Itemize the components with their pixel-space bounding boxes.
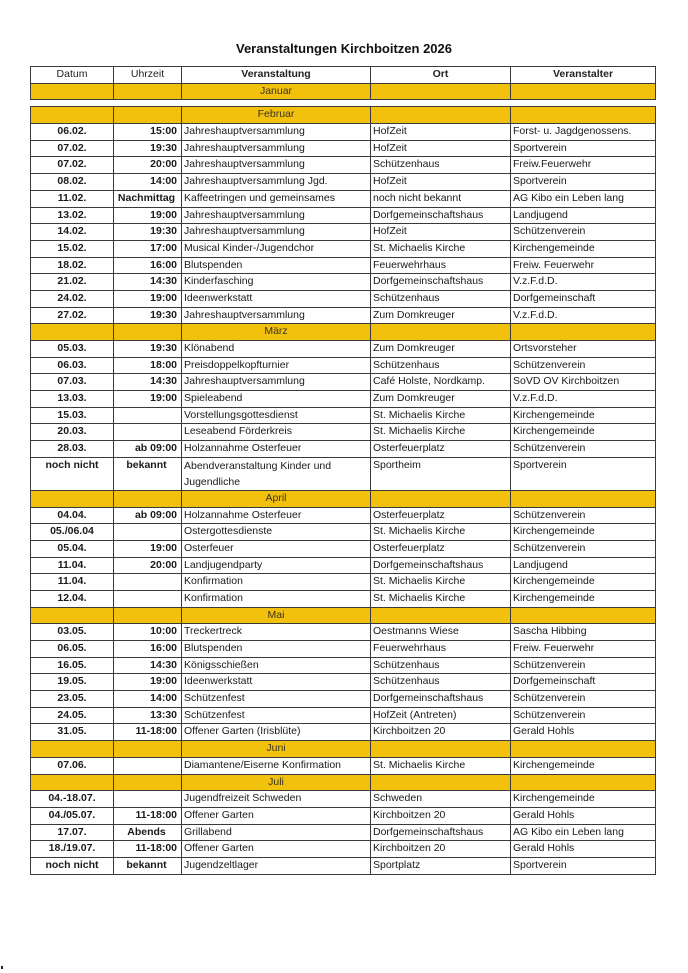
event-row	[31, 590, 656, 607]
month-band-cell	[371, 83, 511, 100]
event-date: 07.02.	[31, 157, 114, 174]
event-time: 14:30	[114, 657, 182, 674]
event-time: 14:00	[114, 691, 182, 708]
month-band-cell	[511, 107, 656, 124]
event-date: 04./05.07.	[31, 807, 114, 824]
event-row	[31, 824, 656, 841]
event-place: Dorfgemeinschaftshaus	[371, 557, 511, 574]
event-organizer: Gerald Hohls	[511, 807, 656, 824]
event-organizer: Dorfgemeinschaft	[511, 674, 656, 691]
event-name: Abendveranstaltung Kinder und Jugendliche	[182, 457, 371, 490]
event-place: Schützenhaus	[371, 357, 511, 374]
event-organizer: Schützenverein	[511, 657, 656, 674]
event-place: Osterfeuerplatz	[371, 507, 511, 524]
event-place: Café Holste, Nordkamp.	[371, 374, 511, 391]
month-band-cell	[371, 490, 511, 507]
event-organizer: Kirchengemeinde	[511, 590, 656, 607]
event-row	[31, 290, 656, 307]
event-time	[114, 757, 182, 774]
event-name: Ideenwerkstatt	[182, 674, 371, 691]
event-place: Zum Domkreuger	[371, 307, 511, 324]
event-time: 17:00	[114, 240, 182, 257]
event-time	[114, 574, 182, 591]
event-name: Grillabend	[182, 824, 371, 841]
month-band-cell	[371, 774, 511, 791]
event-row	[31, 257, 656, 274]
event-organizer: Kirchengemeinde	[511, 240, 656, 257]
event-place: Kirchboitzen 20	[371, 841, 511, 858]
event-date: 05./06.04	[31, 524, 114, 541]
event-name: Preisdoppelkopfturnier	[182, 357, 371, 374]
event-place: Zum Domkreuger	[371, 391, 511, 408]
month-band-cell	[511, 607, 656, 624]
event-organizer: Schützenverein	[511, 441, 656, 458]
event-row	[31, 140, 656, 157]
month-band-cell	[371, 324, 511, 341]
event-date: 13.03.	[31, 391, 114, 408]
event-row	[31, 624, 656, 641]
event-name: Jugendzeltlager	[182, 857, 371, 874]
event-time: Nachmittag	[114, 190, 182, 207]
event-name: Jahreshauptversammlung	[182, 374, 371, 391]
event-row	[31, 374, 656, 391]
event-time: 19:30	[114, 140, 182, 157]
event-name: Konfirmation	[182, 574, 371, 591]
event-time	[114, 590, 182, 607]
event-time: bekannt	[114, 857, 182, 874]
event-organizer: Schützenverein	[511, 707, 656, 724]
event-name: Ostergottesdienste	[182, 524, 371, 541]
event-place: Dorfgemeinschaftshaus	[371, 824, 511, 841]
event-organizer: V.z.F.d.D.	[511, 307, 656, 324]
event-place: Feuerwehrhaus	[371, 641, 511, 658]
event-organizer: Schützenverein	[511, 224, 656, 241]
event-organizer: SoVD OV Kirchboitzen	[511, 374, 656, 391]
event-row	[31, 307, 656, 324]
event-date: 28.03.	[31, 441, 114, 458]
event-time: ab 09:00	[114, 441, 182, 458]
event-time	[114, 407, 182, 424]
event-time: 16:00	[114, 257, 182, 274]
event-name: Diamantene/Eiserne Konfirmation	[182, 757, 371, 774]
event-organizer: Sportverein	[511, 174, 656, 191]
event-date: 06.03.	[31, 357, 114, 374]
event-place: Sportplatz	[371, 857, 511, 874]
event-row	[31, 641, 656, 658]
event-organizer: Schützenverein	[511, 357, 656, 374]
event-time: 14:30	[114, 274, 182, 291]
event-time: 11-18:00	[114, 841, 182, 858]
event-organizer: Forst- u. Jagdgenossens.	[511, 124, 656, 141]
event-name: Offener Garten	[182, 841, 371, 858]
event-date: 31.05.	[31, 724, 114, 741]
event-row	[31, 457, 656, 490]
event-place: Schweden	[371, 791, 511, 808]
month-band-cell	[114, 774, 182, 791]
month-band-cell	[114, 83, 182, 100]
month-band-cell	[31, 107, 114, 124]
event-date: 11.04.	[31, 574, 114, 591]
header-uhrzeit: Uhrzeit	[114, 67, 182, 84]
event-date: 11.04.	[31, 557, 114, 574]
event-time: 11-18:00	[114, 724, 182, 741]
event-date: 07.06.	[31, 757, 114, 774]
event-organizer: Kirchengemeinde	[511, 757, 656, 774]
month-row-januar	[31, 83, 656, 100]
event-place: Zum Domkreuger	[371, 341, 511, 358]
event-time: 19:00	[114, 540, 182, 557]
event-name: Leseabend Förderkreis	[182, 424, 371, 441]
event-organizer: AG Kibo ein Leben lang	[511, 824, 656, 841]
event-time: 19:00	[114, 207, 182, 224]
event-date: 23.05.	[31, 691, 114, 708]
event-date: 15.02.	[31, 240, 114, 257]
spacer-row	[31, 100, 656, 107]
event-place: HofZeit	[371, 140, 511, 157]
event-place: noch nicht bekannt	[371, 190, 511, 207]
event-organizer: Sascha Hibbing	[511, 624, 656, 641]
event-organizer: Kirchengemeinde	[511, 524, 656, 541]
event-row	[31, 341, 656, 358]
event-name: Königsschießen	[182, 657, 371, 674]
event-time: 19:30	[114, 224, 182, 241]
event-name: Treckertreck	[182, 624, 371, 641]
event-name: Spieleabend	[182, 391, 371, 408]
header-ort: Ort	[371, 67, 511, 84]
event-time: 20:00	[114, 557, 182, 574]
header-row	[31, 67, 656, 84]
event-time: 11-18:00	[114, 807, 182, 824]
event-row	[31, 240, 656, 257]
event-organizer: Schützenverein	[511, 691, 656, 708]
event-date: 06.02.	[31, 124, 114, 141]
event-organizer: Dorfgemeinschaft	[511, 290, 656, 307]
event-organizer: Freiw. Feuerwehr	[511, 257, 656, 274]
event-place: Osterfeuerplatz	[371, 540, 511, 557]
event-time: 19:00	[114, 674, 182, 691]
event-name: Jahreshauptversammlung Jgd.	[182, 174, 371, 191]
month-name: März	[182, 324, 371, 341]
month-band-cell	[511, 741, 656, 758]
event-row	[31, 791, 656, 808]
event-name: Offener Garten	[182, 807, 371, 824]
event-name: Klönabend	[182, 341, 371, 358]
event-organizer: Schützenverein	[511, 507, 656, 524]
event-time: 20:00	[114, 157, 182, 174]
event-date: 21.02.	[31, 274, 114, 291]
event-organizer: Freiw.Feuerwehr	[511, 157, 656, 174]
event-date: 17.07.	[31, 824, 114, 841]
event-time: ab 09:00	[114, 507, 182, 524]
event-date: 24.05.	[31, 707, 114, 724]
month-band-cell	[114, 107, 182, 124]
event-name: Holzannahme Osterfeuer	[182, 507, 371, 524]
event-organizer: Landjugend	[511, 557, 656, 574]
event-organizer: AG Kibo ein Leben lang	[511, 190, 656, 207]
event-place: Sportheim	[371, 457, 511, 490]
event-date: 03.05.	[31, 624, 114, 641]
event-place: St. Michaelis Kirche	[371, 524, 511, 541]
event-date: 08.02.	[31, 174, 114, 191]
event-name: Jugendfreizeit Schweden	[182, 791, 371, 808]
event-name: Jahreshauptversammlung	[182, 207, 371, 224]
event-name: Schützenfest	[182, 691, 371, 708]
event-name: Landjugendparty	[182, 557, 371, 574]
event-name: Musical Kinder-/Jugendchor	[182, 240, 371, 257]
month-row-juni	[31, 741, 656, 758]
month-band-cell	[511, 490, 656, 507]
event-date: 15.03.	[31, 407, 114, 424]
event-time: 19:30	[114, 307, 182, 324]
event-date: 27.02.	[31, 307, 114, 324]
event-organizer: V.z.F.d.D.	[511, 274, 656, 291]
scan-mark	[1, 966, 3, 969]
month-row-juli	[31, 774, 656, 791]
month-row-maerz	[31, 324, 656, 341]
event-row	[31, 691, 656, 708]
event-time: 19:00	[114, 290, 182, 307]
event-name: Offener Garten (Irisblüte)	[182, 724, 371, 741]
event-date: noch nicht	[31, 857, 114, 874]
event-time: 13:30	[114, 707, 182, 724]
event-name: Jahreshauptversammlung	[182, 157, 371, 174]
month-band-cell	[371, 607, 511, 624]
event-date: 05.03.	[31, 341, 114, 358]
event-time	[114, 524, 182, 541]
event-time	[114, 424, 182, 441]
month-name: Februar	[182, 107, 371, 124]
event-organizer: Kirchengemeinde	[511, 791, 656, 808]
event-place: Schützenhaus	[371, 657, 511, 674]
event-name: Blutspenden	[182, 641, 371, 658]
event-organizer: Sportverein	[511, 857, 656, 874]
month-band-cell	[31, 324, 114, 341]
event-place: St. Michaelis Kirche	[371, 590, 511, 607]
event-time: 19:30	[114, 341, 182, 358]
document-title: Veranstaltungen Kirchboitzen 2026	[235, 41, 452, 56]
month-band-cell	[114, 741, 182, 758]
event-place: Dorfgemeinschaftshaus	[371, 207, 511, 224]
event-name: Jahreshauptversammlung	[182, 124, 371, 141]
event-row	[31, 557, 656, 574]
event-organizer: Kirchengemeinde	[511, 574, 656, 591]
event-place: Schützenhaus	[371, 674, 511, 691]
event-organizer: Kirchengemeinde	[511, 407, 656, 424]
event-row	[31, 190, 656, 207]
event-time: 18:00	[114, 357, 182, 374]
event-row	[31, 391, 656, 408]
month-name: Januar	[182, 83, 371, 100]
event-name: Schützenfest	[182, 707, 371, 724]
event-date: 07.02.	[31, 140, 114, 157]
event-row	[31, 724, 656, 741]
month-band-cell	[371, 107, 511, 124]
event-name: Jahreshauptversammlung	[182, 140, 371, 157]
event-date: 16.05.	[31, 657, 114, 674]
event-place: Schützenhaus	[371, 157, 511, 174]
event-place: St. Michaelis Kirche	[371, 574, 511, 591]
month-band-cell	[31, 741, 114, 758]
month-band-cell	[114, 324, 182, 341]
event-row	[31, 174, 656, 191]
event-organizer: Kirchengemeinde	[511, 424, 656, 441]
event-date: 12.04.	[31, 590, 114, 607]
event-organizer: Sportverein	[511, 457, 656, 490]
event-row	[31, 424, 656, 441]
event-organizer: Gerald Hohls	[511, 841, 656, 858]
event-organizer: Sportverein	[511, 140, 656, 157]
month-band-cell	[31, 774, 114, 791]
event-place: HofZeit	[371, 124, 511, 141]
event-organizer: Gerald Hohls	[511, 724, 656, 741]
month-band-cell	[31, 607, 114, 624]
event-row	[31, 207, 656, 224]
event-name: Vorstellungsgottesdienst	[182, 407, 371, 424]
event-row	[31, 157, 656, 174]
event-place: St. Michaelis Kirche	[371, 407, 511, 424]
event-name: Jahreshauptversammlung	[182, 307, 371, 324]
event-place: HofZeit	[371, 174, 511, 191]
month-band-cell	[114, 490, 182, 507]
event-time	[114, 791, 182, 808]
events-body	[31, 83, 656, 874]
event-place: Kirchboitzen 20	[371, 807, 511, 824]
spacer	[31, 100, 656, 107]
event-date: 18.02.	[31, 257, 114, 274]
event-date: 13.02.	[31, 207, 114, 224]
event-organizer: Freiw. Feuerwehr	[511, 641, 656, 658]
event-name: Kinderfasching	[182, 274, 371, 291]
event-time: Abends	[114, 824, 182, 841]
event-name: Jahreshauptversammlung	[182, 224, 371, 241]
event-date: 05.04.	[31, 540, 114, 557]
event-place: Osterfeuerplatz	[371, 441, 511, 458]
event-row	[31, 707, 656, 724]
event-date: 19.05.	[31, 674, 114, 691]
event-date: 14.02.	[31, 224, 114, 241]
event-time: 10:00	[114, 624, 182, 641]
month-name: Juni	[182, 741, 371, 758]
event-row	[31, 274, 656, 291]
event-date: 04.-18.07.	[31, 791, 114, 808]
event-time: 15:00	[114, 124, 182, 141]
event-row	[31, 657, 656, 674]
month-band-cell	[511, 774, 656, 791]
event-date: 18./19.07.	[31, 841, 114, 858]
event-time: 19:00	[114, 391, 182, 408]
event-place: St. Michaelis Kirche	[371, 424, 511, 441]
event-organizer: V.z.F.d.D.	[511, 391, 656, 408]
event-row	[31, 357, 656, 374]
event-row	[31, 841, 656, 858]
event-row	[31, 857, 656, 874]
event-row	[31, 807, 656, 824]
month-band-cell	[511, 324, 656, 341]
event-name: Konfirmation	[182, 590, 371, 607]
event-name: Blutspenden	[182, 257, 371, 274]
event-row	[31, 674, 656, 691]
event-organizer: Schützenverein	[511, 540, 656, 557]
event-place: Dorfgemeinschaftshaus	[371, 274, 511, 291]
month-name: Juli	[182, 774, 371, 791]
event-name: Osterfeuer	[182, 540, 371, 557]
event-place: Kirchboitzen 20	[371, 724, 511, 741]
event-place: Feuerwehrhaus	[371, 257, 511, 274]
event-row	[31, 574, 656, 591]
month-name: April	[182, 490, 371, 507]
event-time: 14:30	[114, 374, 182, 391]
event-date: 11.02.	[31, 190, 114, 207]
event-row	[31, 407, 656, 424]
event-row	[31, 524, 656, 541]
header-veranstaltung: Veranstaltung	[182, 67, 371, 84]
event-row	[31, 124, 656, 141]
month-band-cell	[114, 607, 182, 624]
month-band-cell	[511, 83, 656, 100]
event-date: 07.03.	[31, 374, 114, 391]
event-row	[31, 224, 656, 241]
month-row-februar	[31, 107, 656, 124]
month-band-cell	[371, 741, 511, 758]
event-organizer: Ortsvorsteher	[511, 341, 656, 358]
event-time: 16:00	[114, 641, 182, 658]
month-row-mai	[31, 607, 656, 624]
event-name: Kaffeetringen und gemeinsames	[182, 190, 371, 207]
month-band-cell	[31, 83, 114, 100]
event-date: noch nicht	[31, 457, 114, 490]
month-row-april	[31, 490, 656, 507]
month-name: Mai	[182, 607, 371, 624]
event-date: 06.05.	[31, 641, 114, 658]
event-date: 20.03.	[31, 424, 114, 441]
event-place: St. Michaelis Kirche	[371, 240, 511, 257]
events-table	[30, 66, 656, 875]
event-name: Ideenwerkstatt	[182, 290, 371, 307]
event-place: St. Michaelis Kirche	[371, 757, 511, 774]
event-place: HofZeit (Antreten)	[371, 707, 511, 724]
event-time: bekannt	[114, 457, 182, 490]
event-row	[31, 441, 656, 458]
event-row	[31, 757, 656, 774]
event-name: Holzannahme Osterfeuer	[182, 441, 371, 458]
event-row	[31, 540, 656, 557]
header-datum: Datum	[31, 67, 114, 84]
event-place: Dorfgemeinschaftshaus	[371, 691, 511, 708]
event-row	[31, 507, 656, 524]
event-time: 14:00	[114, 174, 182, 191]
event-organizer: Landjugend	[511, 207, 656, 224]
event-place: Oestmanns Wiese	[371, 624, 511, 641]
event-date: 24.02.	[31, 290, 114, 307]
event-place: Schützenhaus	[371, 290, 511, 307]
event-place: HofZeit	[371, 224, 511, 241]
header-veranstalter: Veranstalter	[511, 67, 656, 84]
month-band-cell	[31, 490, 114, 507]
event-date: 04.04.	[31, 507, 114, 524]
